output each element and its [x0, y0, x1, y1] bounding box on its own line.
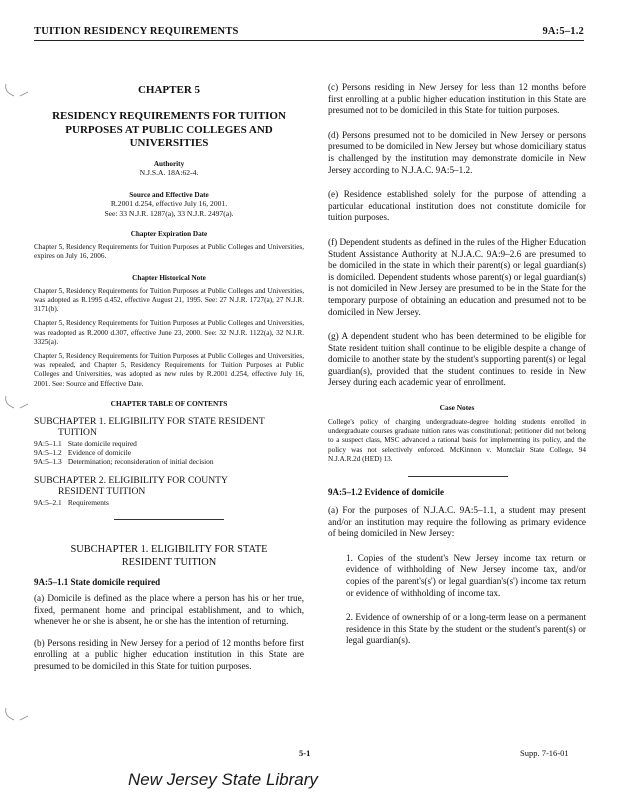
- source-text-1: R.2001 d.254, effective July 16, 2001.: [110, 199, 228, 209]
- running-head-title: TUITION RESIDENCY REQUIREMENTS: [34, 26, 239, 37]
- subchapter-1-heading: SUBCHAPTER 1. ELIGIBILITY FOR STATE RESIDENT TUITION: [70, 543, 268, 568]
- page-number: 5-1: [299, 748, 311, 758]
- authority-heading: Authority: [153, 159, 185, 168]
- left-column: [34, 68, 304, 673]
- case-notes-text: College's policy of charging undergraduate-degree holding students enrolled in undergraduate courses graduate tuition rates was constitutional; petitioner did not belong to a suspect class, MSC advanced a rational basis for implementing its policy, and the policy was not selectively enforced. McKinnon v. Montclair State College, 94 N.J.A.R.2d (HED) 13.: [328, 418, 586, 463]
- paragraph-a: (a) Domicile is defined as the place where a person has his or her true, fixed, permanent home and principal establishment, and to which, whenever he or she is absent, he or she has the intention of returning.: [34, 593, 304, 627]
- chapter-title: RESIDENCY REQUIREMENTS FOR TUITION PURPOSES AT PUBLIC COLLEGES AND UNIVERSITIES: [52, 110, 286, 149]
- margin-mark: [2, 80, 32, 100]
- toc-subchapter-2: [34, 475, 304, 498]
- paragraph-d: (d) Persons presumed not to be domiciled in New Jersey or persons presumed to be domiciled in New Jersey but whose domiciliary status is challenged by the institution may demonstrate domicile in New Jersey according to N.J.A.C. 9A:5–1.2.: [328, 129, 586, 175]
- chapter-number: CHAPTER 5: [137, 84, 201, 96]
- source-text-2: See: 33 N.J.R. 1287(a), 33 N.J.R. 2497(a).: [104, 208, 234, 218]
- history-note-3: Chapter 5, Residency Requirements for Tuition Purposes at Public Colleges and Universities, was repealed, and Chapter 5, Residency Requirements for Tuition Purposes at Public Colleges and Universities, was adopted as new rules by R.2001 d.254, effective July 16, 2001. See: Source and Effective Date.: [34, 351, 304, 388]
- toc-item[interactable]: 9A:5–1.3 Determination; reconsideration of initial decision: [34, 457, 214, 467]
- expiration-heading: Chapter Expiration Date: [130, 230, 208, 239]
- margin-mark: [2, 704, 32, 724]
- section-heading-1-2: 9A:5–1.2 Evidence of domicile: [328, 487, 444, 498]
- toc-item[interactable]: 9A:5–1.1 State domicile required: [34, 438, 137, 448]
- list-item-1: 1. Copies of the student's New Jersey income tax return or evidence of withholding of New Jersey income tax, and/or copies of the parent's(s') or legal guardian's(s') income tax return or evidence of withholding of income tax.: [346, 552, 586, 598]
- toc-heading: CHAPTER TABLE OF CONTENTS: [110, 398, 228, 408]
- expiration-text: Chapter 5, Residency Requirements for Tuition Purposes at Public Colleges and Universities, expires on July 16, 2006.: [34, 243, 304, 261]
- margin-mark: [2, 392, 32, 412]
- toc-subchapter-2-line1: SUBCHAPTER 2. ELIGIBILITY FOR COUNTY: [34, 474, 228, 486]
- source-heading: Source and Effective Date: [129, 191, 209, 200]
- library-stamp: New Jersey State Library: [128, 770, 318, 789]
- paragraph-g: (g) A dependent student who has been determined to be eligible for State resident tuition shall continue to be eligible despite a change of domicile to another state by the student's supporting parent(s) or legal guardian(s), provided that the student continues to reside in New Jersey during each academic year of enrollment.: [328, 331, 586, 388]
- authority-text: N.J.S.A. 18A:62-4.: [139, 167, 199, 177]
- history-heading: Chapter Historical Note: [132, 273, 206, 282]
- right-column: [328, 68, 586, 647]
- toc-subchapter-1-line1: SUBCHAPTER 1. ELIGIBILITY FOR STATE RESIDENT: [34, 415, 265, 427]
- toc-item[interactable]: 9A:5–2.1 Requirements: [34, 497, 109, 507]
- paragraph-f: (f) Dependent students as defined in the rules of the Higher Education Student Assistance Authority at N.J.A.C. 9A:9–2.6 are presumed to be domiciled in the state in which their parent(s) or legal guardian(s) is domiciled. Dependent students whose parent(s) or legal guardian(s) is not domiciled in New Jersey are presumed to be in the State for the temporary purpose of obtaining an education and presumed not to be domiciled in New Jersey.: [328, 236, 586, 317]
- paragraph-c: (c) Persons residing in New Jersey for less than 12 months before first enrolling at a public higher education institution in this State are presumed not to be domiciled in this State for tuition purposes.: [328, 82, 586, 116]
- toc-subchapter-2-line2: RESIDENT TUITION: [58, 486, 146, 498]
- case-notes-heading: Case Notes: [439, 403, 475, 413]
- running-head-code: 9A:5–1.2: [542, 26, 584, 37]
- divider: [408, 476, 508, 477]
- paragraph-b: (b) Persons residing in New Jersey for a period of 12 months before first enrolling at a public higher education institution in this State are presumed to be domiciled in this State for tuition purposes.: [34, 637, 304, 672]
- toc-subchapter-1: [34, 416, 304, 439]
- divider: [114, 519, 224, 520]
- section-heading-1-1: 9A:5–1.1 State domicile required: [34, 577, 161, 588]
- history-note-2: Chapter 5, Residency Requirements for Tuition Purposes at Public Colleges and Universities, was readopted as R.2000 d.307, effective June 23, 2000. See: 32 N.J.R. 1122(a), 32 N.J.R. 3325(a).: [34, 319, 304, 346]
- paragraph-e: (e) Residence established solely for the purpose of attending a particular educational institution does not constitute domicile for tuition purposes.: [328, 189, 586, 223]
- toc-item[interactable]: 9A:5–1.2 Evidence of domicile: [34, 448, 132, 458]
- paragraph-a2: (a) For the purposes of N.J.A.C. 9A:5–1.1, a student may present and/or an institution may require the following as primary evidence of being domiciled in New Jersey:: [328, 505, 586, 539]
- toc-subchapter-1-line2: TUITION: [58, 427, 97, 439]
- running-head: [34, 26, 584, 41]
- list-item-2: 2. Evidence of ownership of or a long-term lease on a permanent residence in this State by the student or the student's parent(s) or legal guardian(s).: [346, 612, 586, 646]
- history-note-1: Chapter 5, Residency Requirements for Tuition Purposes at Public Colleges and Universities, was adopted as R.1995 d.452, effective August 21, 1995. See: 27 N.J.R. 1727(a), 27 N.J.R. 3171(b).: [34, 286, 304, 314]
- supplement-date: Supp. 7-16-01: [520, 748, 569, 758]
